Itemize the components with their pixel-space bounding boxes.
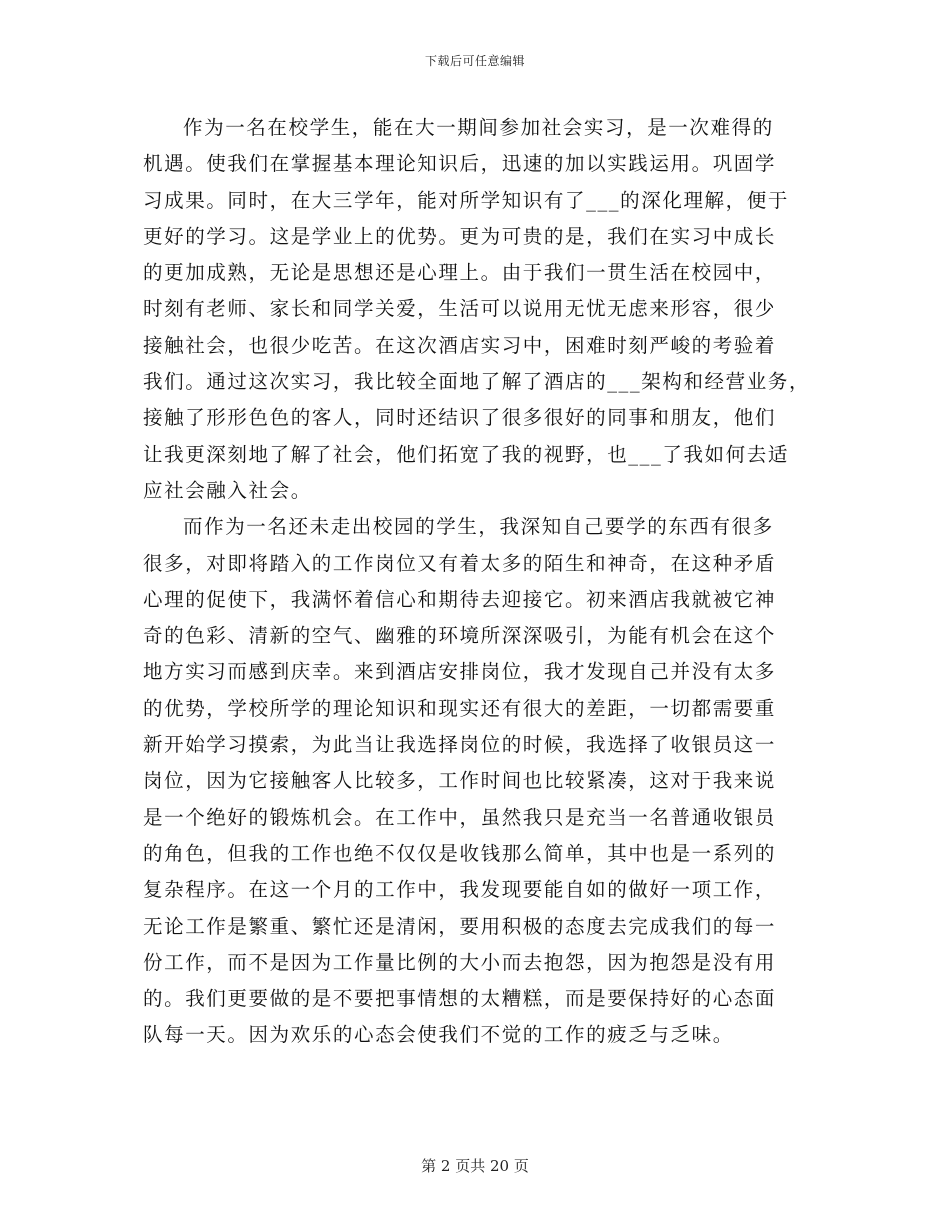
text-line: 机遇。使我们在掌握基本理论知识后，迅速的加以实践运用。巩固学 bbox=[143, 152, 777, 176]
document-body bbox=[143, 110, 815, 1054]
text-line: 而作为一名还未走出校园的学生，我深知自己要学的东西有很多 bbox=[183, 515, 774, 539]
text-line: 复杂程序。在这一个月的工作中，我发现要能自如的做好一项工作， bbox=[143, 878, 777, 902]
text-line: 接触了形形色色的客人，同时还结识了很多很好的同事和朋友，他们 bbox=[143, 406, 777, 430]
text-line: 作为一名在校学生，能在大一期间参加社会实习，是一次难得的 bbox=[183, 116, 774, 139]
paragraph bbox=[143, 110, 815, 509]
text-line: 的更加成熟，无论是思想还是心理上。由于我们一贯生活在校园中， bbox=[143, 261, 777, 285]
text-line: 岗位，因为它接触客人比较多，工作时间也比较紧凑，这对于我来说 bbox=[143, 769, 777, 793]
text-line: 我们。通过这次实习，我比较全面地了解了酒店的___架构和经营业务， bbox=[143, 370, 811, 394]
text-line: 新开始学习摸索，为此当让我选择岗位的时候，我选择了收银员这一 bbox=[143, 733, 777, 757]
paragraph bbox=[143, 509, 815, 1053]
text-line: 队每一天。因为欢乐的心态会使我们不觉的工作的疲乏与乏味。 bbox=[143, 1023, 734, 1047]
text-line: 习成果。同时，在大三学年，能对所学知识有了___的深化理解，便于 bbox=[143, 188, 789, 212]
text-line: 更好的学习。这是学业上的优势。更为可贵的是，我们在实习中成长 bbox=[143, 224, 777, 248]
text-line: 的角色，但我的工作也绝不仅仅是收钱那么简单，其中也是一系列的 bbox=[143, 841, 777, 865]
text-line: 无论工作是繁重、繁忙还是清闲，要用积极的态度去完成我们的每一 bbox=[143, 914, 777, 938]
text-line: 时刻有老师、家长和同学关爱，生活可以说用无忧无虑来形容，很少 bbox=[143, 297, 777, 321]
page-header: 下载后可任意编辑 bbox=[424, 54, 525, 68]
text-line: 奇的色彩、清新的空气、幽雅的环境所深深吸引，为能有机会在这个 bbox=[143, 624, 777, 648]
text-line: 地方实习而感到庆幸。来到酒店安排岗位，我才发现自己并没有太多 bbox=[143, 660, 777, 684]
text-line: 的。我们更要做的是不要把事情想的太糟糕，而是要保持好的心态面 bbox=[143, 987, 777, 1011]
text-line: 接触社会，也很少吃苦。在这次酒店实习中，困难时刻严峻的考验着 bbox=[143, 333, 777, 357]
text-line: 的优势，学校所学的理论知识和现实还有很大的差距，一切都需要重 bbox=[143, 696, 777, 720]
text-line: 心理的促使下，我满怀着信心和期待去迎接它。初来酒店我就被它神 bbox=[143, 587, 777, 611]
text-line: 让我更深刻地了解了社会，他们拓宽了我的视野，也___了我如何去适 bbox=[143, 442, 789, 466]
text-line: 是一个绝好的锻炼机会。在工作中，虽然我只是充当一名普通收银员 bbox=[143, 805, 777, 829]
page-footer: 第 2 页共 20 页 bbox=[421, 1157, 529, 1175]
text-line: 应社会融入社会。 bbox=[143, 478, 312, 502]
text-line: 份工作，而不是因为工作量比例的大小而去抱怨，因为抱怨是没有用 bbox=[143, 950, 777, 974]
text-line: 很多，对即将踏入的工作岗位又有着太多的陌生和神奇，在这种矛盾 bbox=[143, 551, 777, 575]
